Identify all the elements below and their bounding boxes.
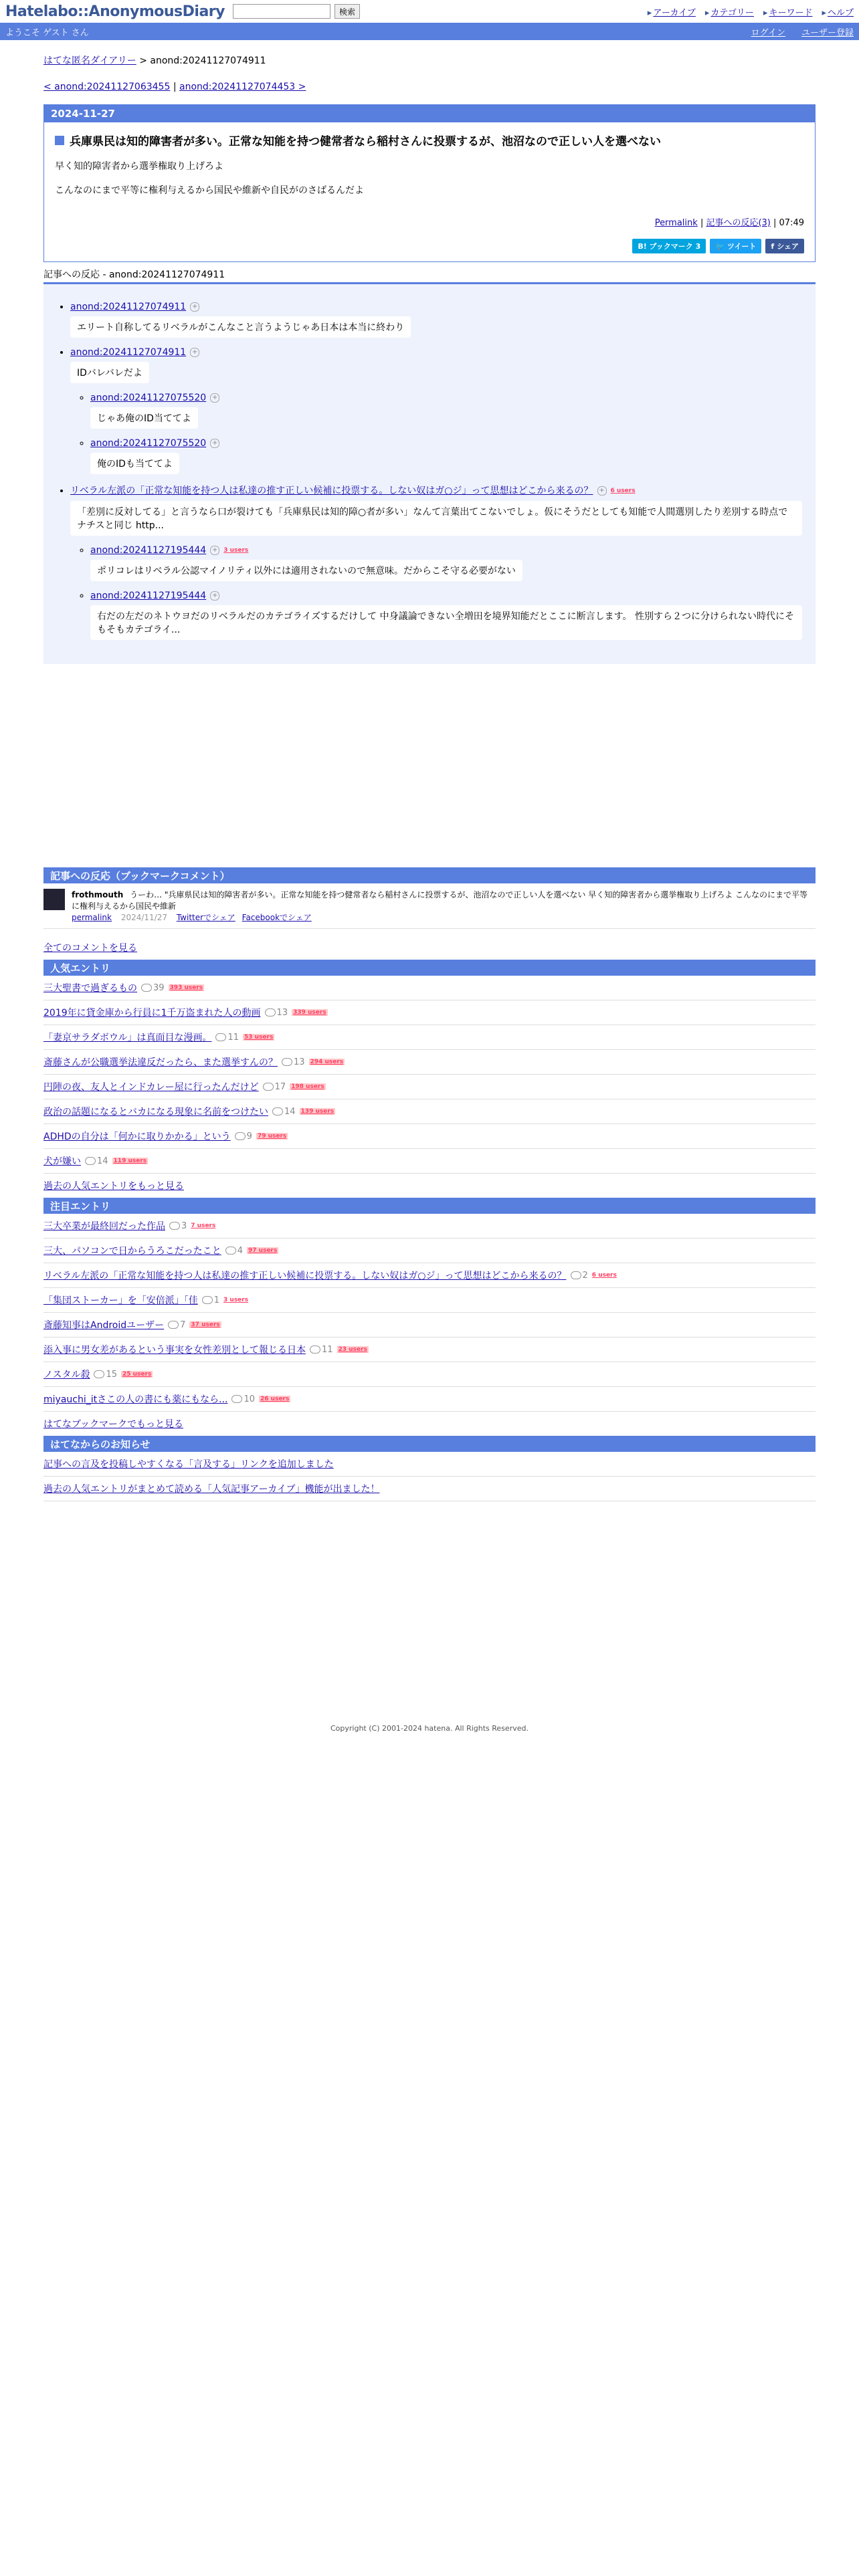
count-text: 3	[181, 1220, 187, 1231]
popular-item	[43, 976, 816, 1000]
comment-count[interactable]	[235, 1132, 252, 1142]
popular-item	[43, 1099, 816, 1124]
response-text: ポリコレはリベラル公認マイノリティ以外には適用されないので無意味。だからこそ守る必要がない	[90, 560, 522, 581]
bookmark-date: 2024/11/27	[120, 913, 167, 922]
title-square-icon	[55, 136, 64, 145]
login-link[interactable]: ログイン	[751, 27, 785, 38]
notice-heading: はてなからのお知らせ	[43, 1436, 816, 1452]
users-badge[interactable]: 294 users	[310, 1059, 344, 1065]
all-comments-link[interactable]: 全てのコメントを見る	[43, 943, 137, 954]
users-badge[interactable]: 6 users	[610, 488, 636, 494]
comment-bubble-icon	[310, 1346, 320, 1354]
next-entry-link[interactable]: anond:20241127074453 >	[179, 82, 306, 92]
response-link[interactable]: anond:20241127075520	[90, 438, 207, 449]
users-badge[interactable]: 393 users	[169, 984, 203, 991]
all-comments-row	[43, 936, 816, 960]
entry-body	[55, 159, 804, 197]
count-text: 14	[97, 1156, 108, 1166]
count-text: 15	[106, 1369, 117, 1380]
entry-line: こんなのにまで平等に権利与えるから国民や維新や自民がのさばるんだよ	[55, 185, 364, 196]
responses-tree	[43, 284, 816, 664]
expand-icon[interactable]: +	[210, 591, 219, 601]
popular-heading: 人気エントリ	[43, 960, 816, 976]
users-badge[interactable]: 97 users	[248, 1247, 278, 1254]
users-badge[interactable]: 26 users	[260, 1396, 290, 1402]
response-link[interactable]: anond:20241127074911	[70, 302, 187, 312]
trending-item	[43, 1313, 816, 1337]
expand-icon[interactable]: +	[210, 393, 219, 403]
comment-count[interactable]	[282, 1057, 305, 1067]
bookmark-comment-text: うーわ… "兵庫県民は知的障害者が多い。正常な知能を持つ健常者なら稲村さんに投票するが、池沼なので正しい人を選べない 早く知的障害者から選挙権取り上げろよ こんなのにまで平等に権利与えるから国民や維新	[72, 890, 808, 911]
entry-link[interactable]: 政治の話題になるとバカになる現象に名前をつけたい	[43, 1107, 268, 1117]
expand-icon[interactable]: +	[190, 348, 199, 357]
category-link[interactable]: ▸ カテゴリー	[705, 5, 754, 18]
response-item	[90, 393, 802, 429]
archive-link[interactable]: ▸ アーカイブ	[648, 5, 696, 18]
users-badge[interactable]: 119 users	[113, 1158, 147, 1164]
trending-more-row	[43, 1412, 816, 1436]
response-item	[90, 591, 802, 640]
notice-item	[43, 1452, 816, 1477]
entry-link[interactable]: 「集団ストーカー」を「安倍派」「佳	[43, 1295, 198, 1306]
comment-bubble-icon	[141, 984, 152, 992]
facebook-label: シェア	[777, 242, 799, 251]
comment-count[interactable]	[85, 1156, 108, 1166]
users-badge[interactable]: 139 users	[300, 1108, 335, 1115]
entry-time: | 07:49	[770, 218, 804, 228]
response-link[interactable]: anond:20241127075520	[90, 393, 207, 403]
users-badge[interactable]: 3 users	[223, 547, 249, 554]
response-link[interactable]: anond:20241127195444	[90, 591, 207, 601]
comment-count[interactable]	[263, 1082, 286, 1092]
count-text: 9	[246, 1131, 252, 1142]
trending-more-link[interactable]: はてなブックマークでもっと見る	[43, 1419, 184, 1430]
response-item	[70, 302, 802, 338]
users-badge[interactable]: 3 users	[223, 1297, 249, 1303]
users-badge[interactable]: 198 users	[291, 1083, 324, 1090]
trending-item	[43, 1263, 816, 1288]
meta-sep: |	[697, 218, 706, 228]
tweet-label: ツイート	[727, 242, 757, 251]
expand-icon[interactable]: +	[597, 486, 607, 496]
entry-link[interactable]: 「妻京サラダボウル」は真面目な漫画。	[43, 1033, 212, 1043]
entry-link[interactable]: 三大聖書で過ぎるもの	[43, 983, 137, 994]
entry-line: 早く知的障害者から選挙権取り上げろよ	[55, 161, 223, 172]
entry-link[interactable]: 三大、パソコンで日からうろこだったこと	[43, 1246, 221, 1257]
permalink[interactable]: Permalink	[654, 218, 698, 228]
response-item	[90, 438, 802, 474]
response-text: 俺のIDも当ててよ	[90, 453, 179, 474]
users-badge[interactable]: 25 users	[122, 1371, 152, 1378]
response-link[interactable]: anond:20241127195444	[90, 545, 207, 556]
comment-bubble-icon	[571, 1271, 581, 1279]
trending-item	[43, 1239, 816, 1263]
top-links	[648, 5, 854, 18]
comment-bubble-icon	[169, 1222, 180, 1230]
entry-link[interactable]: 斎藤さんが公職選挙法違反だったら、また選挙すんの？	[43, 1057, 278, 1068]
entry-meta	[55, 215, 804, 228]
bookmark-comment	[43, 883, 816, 929]
comment-bubble-icon	[265, 1008, 276, 1016]
bookmark-permalink[interactable]: permalink	[72, 913, 112, 922]
entry-nav	[43, 82, 816, 92]
comment-bubble-icon	[235, 1132, 246, 1140]
trending-item	[43, 1337, 816, 1362]
entry-link[interactable]: ノスタル殺	[43, 1370, 90, 1380]
entry-link[interactable]: 斎藤知事はAndroidユーザー	[43, 1320, 165, 1331]
count-text: 1	[213, 1295, 220, 1305]
entry-link[interactable]: リベラル左派の「正常な知能を持つ人は私達の推す正しい候補に投票する。しない奴はガ○ジ」って思想はどこから来るの？	[43, 1271, 567, 1281]
comment-count[interactable]	[225, 1246, 243, 1256]
response-text: 「差別に反対してる」と言うなら口が裂けても「兵庫県民は知的障○者が多い」なんて言葉出てこないでしょ。仮にそうだとしても知能で人間選別したり差別する時点でナチスと同じ http...	[70, 501, 802, 536]
comment-bubble-icon	[94, 1370, 104, 1378]
comment-bubble-icon	[202, 1296, 213, 1304]
notice-link[interactable]: 記事への言及を投稿しやすくなる「言及する」リンクを追加しました	[43, 1459, 334, 1470]
twitter-icon: 🐦	[715, 242, 725, 251]
trending-list	[43, 1214, 816, 1412]
response-text: 右だの左だのネトウヨだのリベラルだのカテゴライズするだけして 中身議論できない全増田を境界知能だとここに断言します。 性別すら２つに分けられない時代にそもそもカテゴライ...	[90, 605, 802, 640]
entry-link[interactable]: 三大卒業が最終回だった作品	[43, 1221, 165, 1232]
popular-item	[43, 1050, 816, 1075]
nav-sep: |	[170, 82, 180, 92]
entry-title-text: 兵庫県民は知的障害者が多い。正常な知能を持つ健常者なら稲村さんに投票するが、池沼なので正しい人を選べない	[70, 135, 661, 148]
comment-bubble-icon	[225, 1247, 236, 1255]
popular-item	[43, 1000, 816, 1025]
comment-count[interactable]	[571, 1271, 588, 1281]
users-badge[interactable]: 79 users	[257, 1133, 287, 1140]
response-text: エリート自称してるリベラルがこんなこと言うようじゃあ日本は本当に終わり	[70, 316, 411, 338]
comment-count[interactable]	[202, 1295, 219, 1305]
comment-bubble-icon	[168, 1321, 179, 1329]
facebook-icon: f	[771, 242, 775, 251]
entry-link[interactable]: miyauchi_itさこの人の書にも薬にもなら...	[43, 1394, 228, 1405]
comment-count[interactable]	[231, 1394, 255, 1404]
comment-count[interactable]	[168, 1320, 185, 1330]
comment-count[interactable]	[272, 1107, 296, 1117]
register-link[interactable]: ユーザー登録	[801, 27, 854, 38]
bookmark-user[interactable]: frothmouth	[72, 890, 124, 899]
top-header	[0, 0, 859, 23]
trending-item	[43, 1362, 816, 1387]
users-badge[interactable]: 7 users	[191, 1222, 216, 1229]
keyword-link[interactable]: ▸ キーワード	[763, 5, 813, 18]
entry-link[interactable]: 犬が嫌い	[43, 1156, 81, 1167]
popular-item	[43, 1025, 816, 1050]
hatena-bookmark-button[interactable]: B! ブックマーク 3	[632, 239, 706, 253]
facebook-share-button[interactable]	[765, 239, 804, 253]
trending-item	[43, 1288, 816, 1313]
count-text: 17	[274, 1081, 286, 1092]
notice-item	[43, 1477, 816, 1501]
comment-bubble-icon	[85, 1157, 96, 1165]
expand-icon[interactable]: +	[210, 546, 219, 555]
help-link[interactable]: ▸ ヘルプ	[822, 5, 854, 18]
comment-bubble-icon	[231, 1395, 242, 1403]
comment-bubble-icon	[263, 1083, 274, 1091]
breadcrumb-sep: >	[136, 56, 151, 66]
copyright: Copyright (C) 2001-2024 hatena. All Rights Reserved.	[330, 1724, 529, 1733]
bookmark-twitter-share[interactable]: Twitterでシェア	[176, 913, 235, 922]
popular-more-row	[43, 1174, 816, 1198]
response-item	[70, 347, 802, 474]
entry-title	[55, 132, 804, 148]
count-text: 4	[237, 1245, 244, 1256]
welcome-text: ようこそ ゲスト さん	[5, 27, 89, 38]
trending-item	[43, 1387, 816, 1412]
tweet-button[interactable]	[710, 239, 761, 253]
bookmark-facebook-share[interactable]: Facebookでシェア	[242, 913, 312, 922]
response-link[interactable]: リベラル左派の「正常な知能を持つ人は私達の推す正しい候補に投票する。しない奴はガ○ジ」って思想はどこから来るの？	[70, 486, 593, 496]
entry-date: 2024-11-27	[44, 105, 815, 122]
users-badge[interactable]: 6 users	[591, 1272, 617, 1279]
responses-heading: 記事への反応 - anond:20241127074911	[43, 267, 816, 284]
trending-heading: 注目エントリ	[43, 1198, 816, 1214]
popular-item	[43, 1149, 816, 1174]
site-logo[interactable]: Hatelabo::AnonymousDiary	[5, 3, 225, 20]
trending-item	[43, 1214, 816, 1239]
count-text: 2	[582, 1270, 588, 1281]
prev-entry-link[interactable]: < anond:20241127063455	[43, 82, 171, 92]
comment-bubble-icon	[215, 1033, 226, 1041]
avatar[interactable]	[43, 889, 65, 910]
count-text: 10	[244, 1394, 256, 1404]
search-button[interactable]: 検索	[335, 4, 360, 19]
comment-count[interactable]	[265, 1008, 288, 1018]
response-item	[90, 545, 802, 581]
popular-more-link[interactable]: 過去の人気エントリをもっと見る	[43, 1181, 184, 1192]
users-badge[interactable]: 37 users	[191, 1321, 220, 1328]
welcome-bar	[0, 23, 859, 40]
count-text: 11	[227, 1032, 239, 1043]
popular-item	[43, 1124, 816, 1149]
popular-list	[43, 976, 816, 1174]
breadcrumb-home[interactable]: はてな匿名ダイアリー	[43, 56, 136, 66]
notice-link[interactable]: 過去の人気エントリがまとめて読める「人気記事アーカイブ」機能が出ました！	[43, 1484, 380, 1495]
count-text: 39	[153, 982, 165, 993]
breadcrumb-current: anond:20241127074911	[150, 56, 266, 66]
response-text: IDバレバレだよ	[70, 362, 149, 383]
share-buttons	[55, 239, 804, 253]
popular-item	[43, 1075, 816, 1099]
entry-link[interactable]: ADHDの自分は「何かに取りかかる」という	[43, 1132, 231, 1142]
response-item	[70, 484, 802, 640]
response-link[interactable]: anond:20241127074911	[70, 347, 187, 358]
comment-count[interactable]	[215, 1033, 239, 1043]
response-text: じゃあ俺のID当ててよ	[90, 407, 198, 429]
count-text: 7	[180, 1319, 186, 1330]
comment-count[interactable]	[141, 983, 165, 993]
users-badge[interactable]: 53 users	[244, 1034, 274, 1041]
comment-count[interactable]	[94, 1370, 117, 1380]
users-badge[interactable]: 23 users	[338, 1346, 367, 1353]
count-text: 13	[294, 1057, 305, 1067]
count-text: 14	[284, 1106, 296, 1117]
comment-count[interactable]	[169, 1221, 187, 1231]
count-text: 13	[276, 1007, 288, 1018]
entry-link[interactable]: 円陣の夜、友人とインドカレー屋に行ったんだけど	[43, 1082, 259, 1093]
breadcrumb	[43, 53, 816, 67]
entry-box	[43, 104, 816, 262]
search-input[interactable]	[233, 4, 330, 19]
main-content	[43, 53, 816, 1501]
entry-link[interactable]: 2019年に貸金庫から行員に1千万盗まれた人の動画	[43, 1008, 261, 1018]
ad-space	[43, 664, 816, 867]
entry-link[interactable]: 添入事に男女差があるという事実を女性差別として報じる日本	[43, 1345, 306, 1356]
count-text: 11	[322, 1344, 333, 1355]
users-badge[interactable]: 339 users	[293, 1009, 326, 1016]
comment-count[interactable]	[310, 1345, 333, 1355]
responses-link[interactable]: 記事への反応(3)	[706, 218, 771, 228]
expand-icon[interactable]: +	[190, 302, 199, 312]
comment-bubble-icon	[272, 1107, 283, 1115]
bookmarks-heading: 記事への反応（ブックマークコメント）	[43, 867, 816, 883]
comment-bubble-icon	[282, 1058, 292, 1066]
expand-icon[interactable]: +	[210, 439, 219, 448]
